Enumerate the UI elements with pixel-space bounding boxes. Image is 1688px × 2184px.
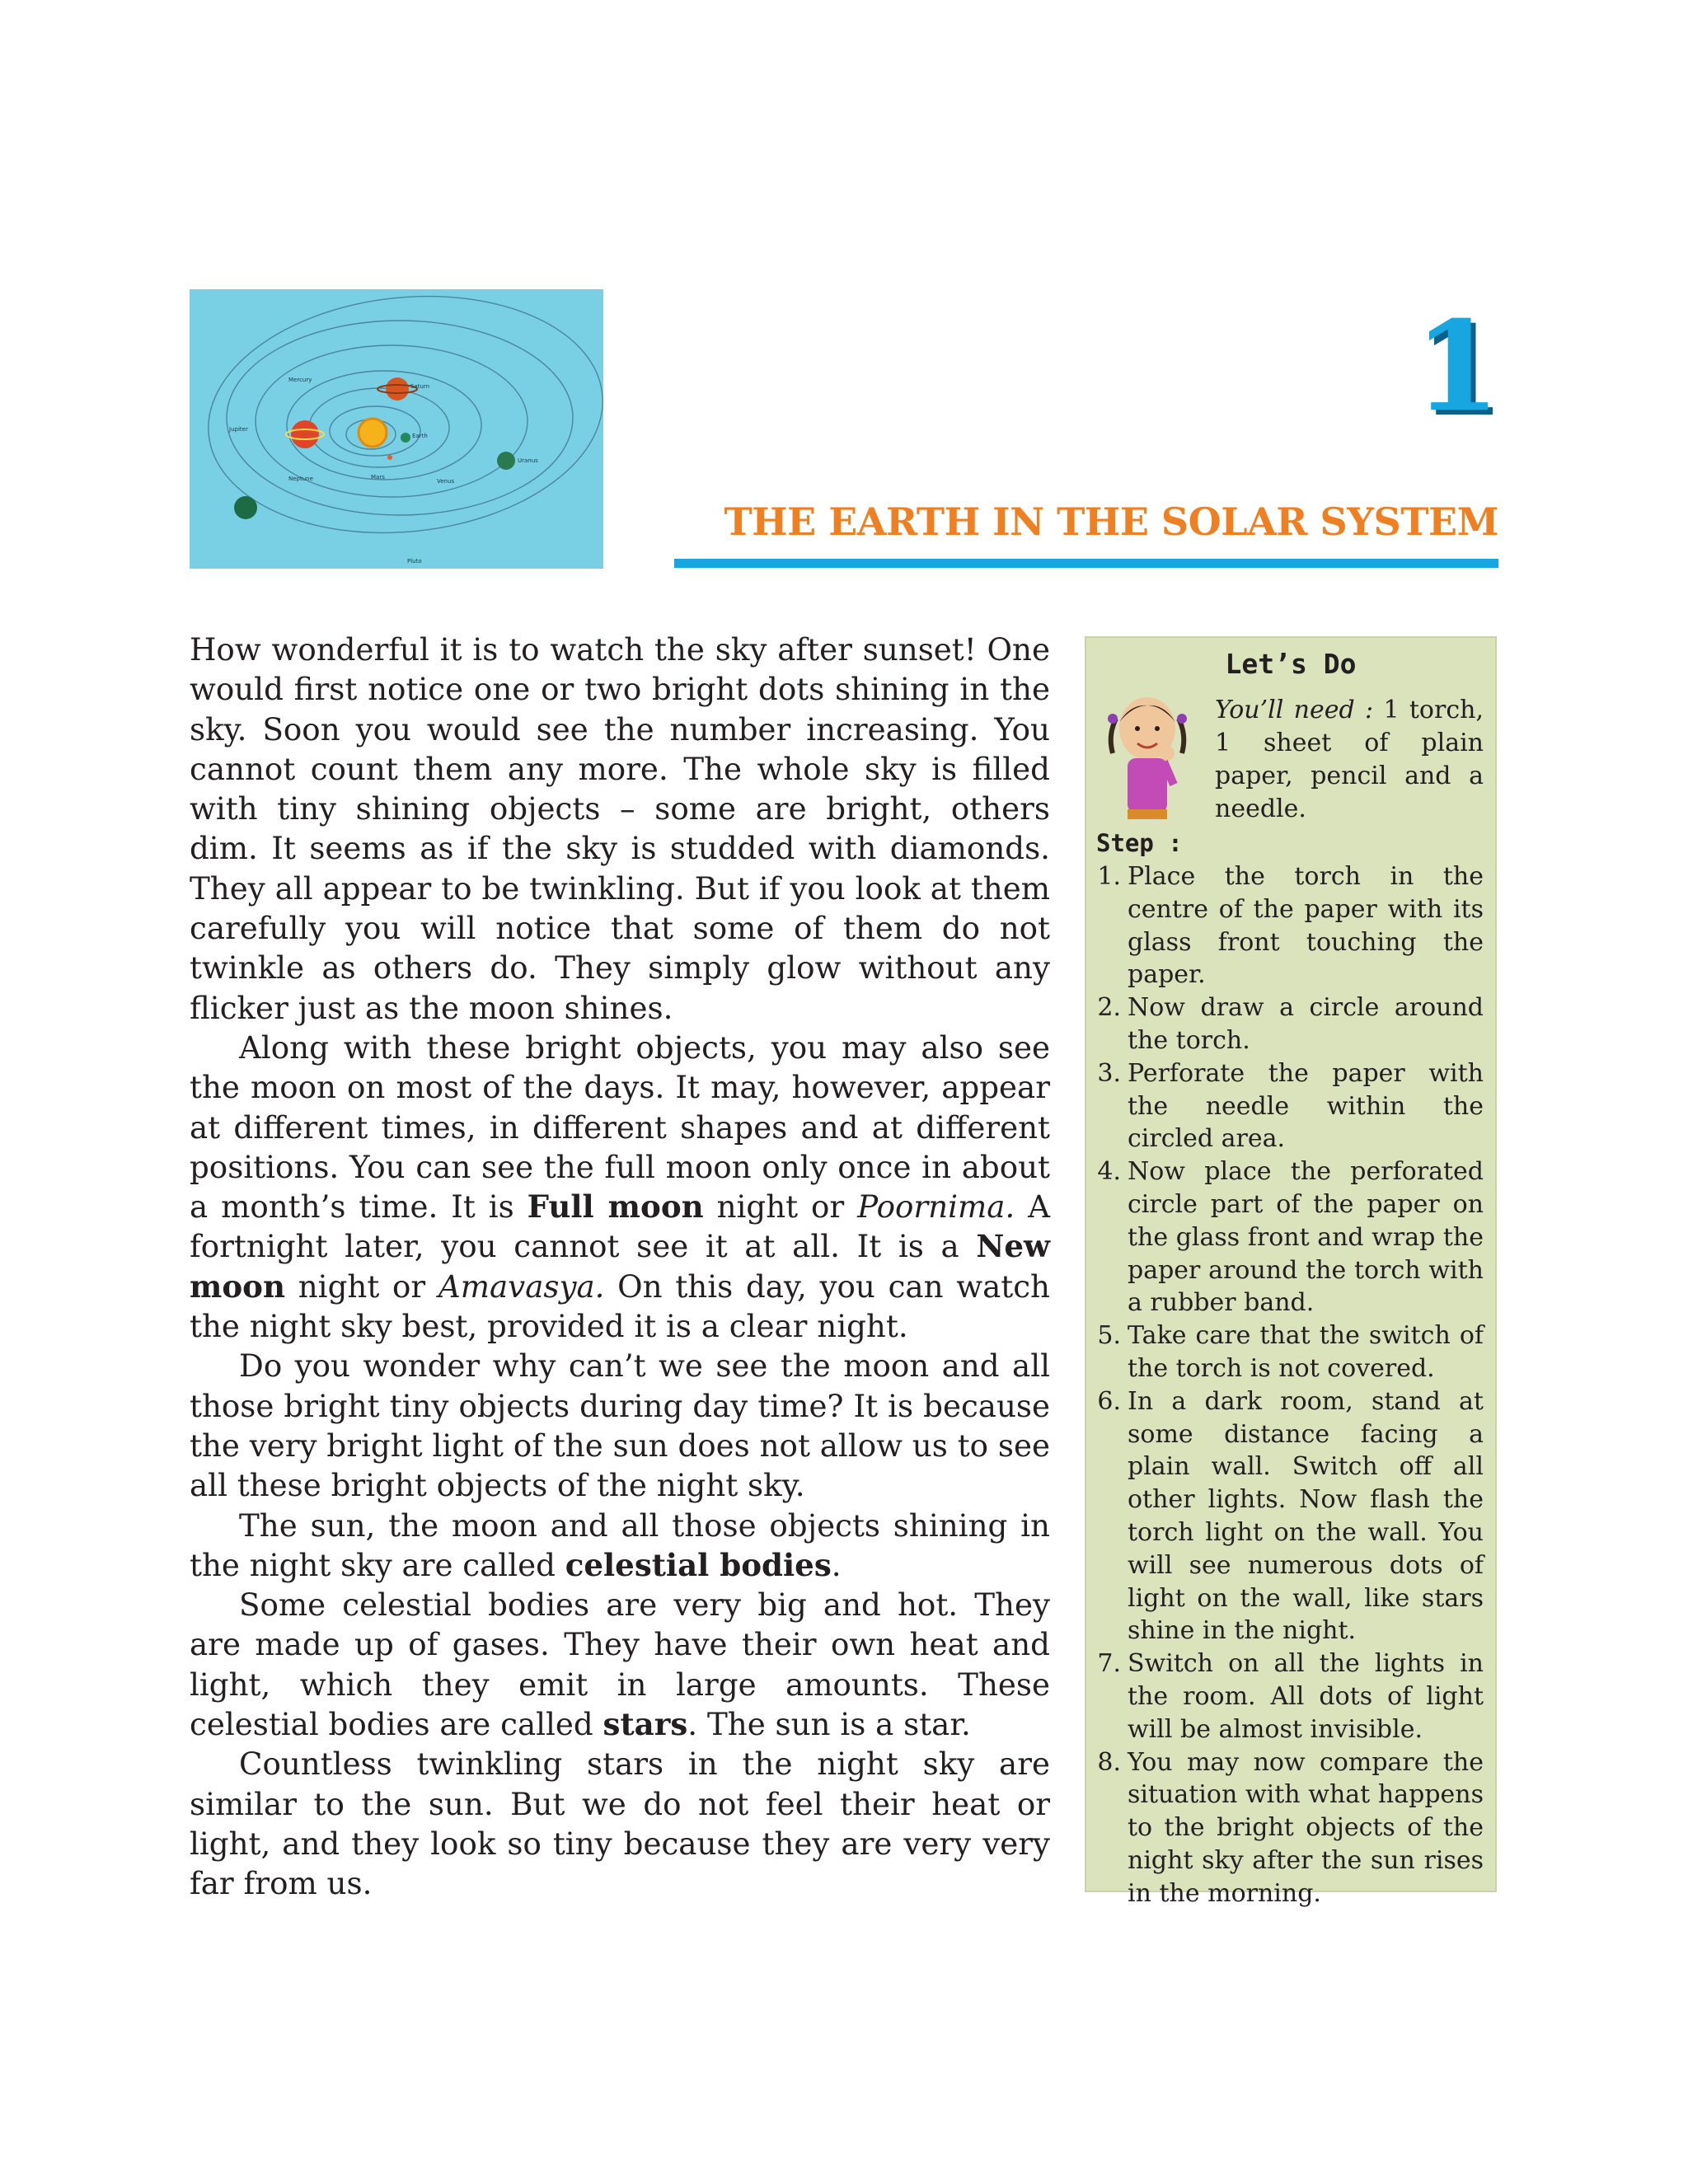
step-number: 5. [1097, 1321, 1121, 1351]
text-run: night or [703, 1188, 858, 1226]
activity-title: Let’s Do [1225, 648, 1357, 680]
chapter-number: 1 [1414, 294, 1500, 439]
text-run: night or [285, 1268, 438, 1305]
steps-list [1093, 860, 1484, 1910]
step-heading: Step : [1096, 829, 1183, 857]
figure-label-jupiter: Jupiter [229, 426, 248, 433]
title-underline [674, 559, 1498, 568]
chapter-title: THE EARTH IN THE SOLAR SYSTEM [724, 499, 1498, 544]
list-item [1093, 1647, 1484, 1746]
step-text: You may now compare the situation with what happens to the bright objects of the night sky after the sun rises in the morning. [1128, 1747, 1484, 1908]
text-run: . [831, 1546, 842, 1583]
step-text: Now draw a circle around the torch. [1128, 993, 1484, 1055]
requirements-text [1215, 694, 1484, 826]
figure-label-mercury: Mercury [288, 377, 312, 383]
list-item [1093, 1319, 1484, 1385]
term-poornima: Poornima. [857, 1188, 1015, 1226]
figure-label-earth: Earth [412, 433, 428, 439]
step-number: 3. [1097, 1058, 1121, 1088]
step-number: 1. [1097, 862, 1121, 891]
list-item [1093, 1385, 1484, 1647]
text-run: A fortnight later, you cannot see it at all. It is a [190, 1188, 1051, 1265]
step-number: 6. [1097, 1386, 1121, 1416]
step-text: Perforate the paper with the needle within the circled area. [1128, 1058, 1484, 1154]
paragraph-4 [190, 1506, 1050, 1586]
paragraph-6: Countless twinkling stars in the night sky are similar to the sun. But we do not feel their heat or light, and they look so tiny because they are very very far from us. [190, 1746, 1050, 1902]
step-text: Switch on all the lights in the room. All dots of light will be almost invisible. [1128, 1649, 1484, 1744]
term-new-moon: New moon [190, 1228, 1050, 1305]
list-item [1093, 991, 1484, 1057]
text-run: The sun, the moon and all those objects shining in the night sky are called [190, 1507, 1050, 1583]
need-items: 1 torch, 1 sheet of plain paper, pencil and a needle. [1215, 696, 1484, 823]
text-run: On this day, you can watch the night sky best, provided it is a clear night. [190, 1268, 1050, 1345]
step-text: Take care that the switch of the torch is not covered. [1128, 1321, 1484, 1383]
solar-system-illustration [190, 289, 603, 569]
figure-label-pluto: Pluto [407, 558, 422, 565]
step-number: 8. [1097, 1747, 1121, 1777]
step-number: 7. [1097, 1649, 1121, 1679]
figure-label-saturn: Saturn [410, 383, 430, 390]
solar-system-icon [190, 289, 603, 569]
term-full-moon: Full moon [527, 1188, 704, 1226]
main-text-column [190, 630, 1050, 1904]
lets-do-box [1085, 636, 1497, 1908]
figure-label-mars: Mars [371, 474, 385, 480]
step-number: 4. [1097, 1157, 1121, 1187]
paragraph-5 [190, 1585, 1050, 1744]
paragraph-3: Do you wonder why can’t we see the moon and all those bright tiny objects during day time? It is because the very bright light of the sun does not allow us to see all these bright objects of the night sky. [190, 1347, 1050, 1504]
list-item [1093, 1057, 1484, 1155]
text-run: Some celestial bodies are very big and hot. They are made up of gases. They have their own heat and light, which they emit in large amounts. These celestial bodies are called [190, 1586, 1050, 1743]
step-text: Now place the perforated circle part of the paper on the glass front and wrap the paper around the torch with a rubber band. [1128, 1157, 1484, 1318]
term-stars: stars [603, 1706, 688, 1743]
figure-label-venus: Venus [437, 478, 455, 485]
text-run: Along with these bright objects, you may also see the moon on most of the days. It may, however, appear at different times, in different shapes and at different positions. You can see the full moon only once in about a month’s time. It is [190, 1029, 1050, 1226]
text-run: . The sun is a star. [687, 1706, 971, 1743]
step-number: 2. [1097, 993, 1121, 1023]
list-item [1093, 1155, 1484, 1319]
figure-label-uranus: Uranus [518, 457, 538, 464]
term-amavasya: Amavasya. [438, 1268, 605, 1305]
paragraph-1: How wonderful it is to watch the sky after sunset! One would first notice one or two bright dots shining in the sky. Soon you would see the number increasing. You cannot count them any more. The whole sky is filled with tiny shining objects – some are bright, others dim. It seems as if the sky is studded with diamonds. They all appear to be twinkling. But if you look at them carefully you will notice that some of them do not twinkle as others do. They simply glow without any flicker just as the moon shines. [190, 631, 1050, 1026]
figure-label-neptune: Neptune [288, 476, 313, 482]
girl-thinking-icon [1098, 686, 1197, 830]
step-text: Place the torch in the centre of the paper with its glass front touching the paper. [1128, 862, 1484, 990]
paragraph-2 [190, 1028, 1050, 1346]
need-label: You’ll need : [1215, 696, 1374, 724]
list-item [1093, 1746, 1484, 1910]
step-text: In a dark room, stand at some distance facing a plain wall. Switch off all other lights. Now flash the torch light on the wall. You will see numerous dots of light on the wall, like stars shine in the night. [1128, 1386, 1484, 1646]
list-item [1093, 860, 1484, 991]
term-celestial-bodies: celestial bodies [565, 1546, 832, 1583]
